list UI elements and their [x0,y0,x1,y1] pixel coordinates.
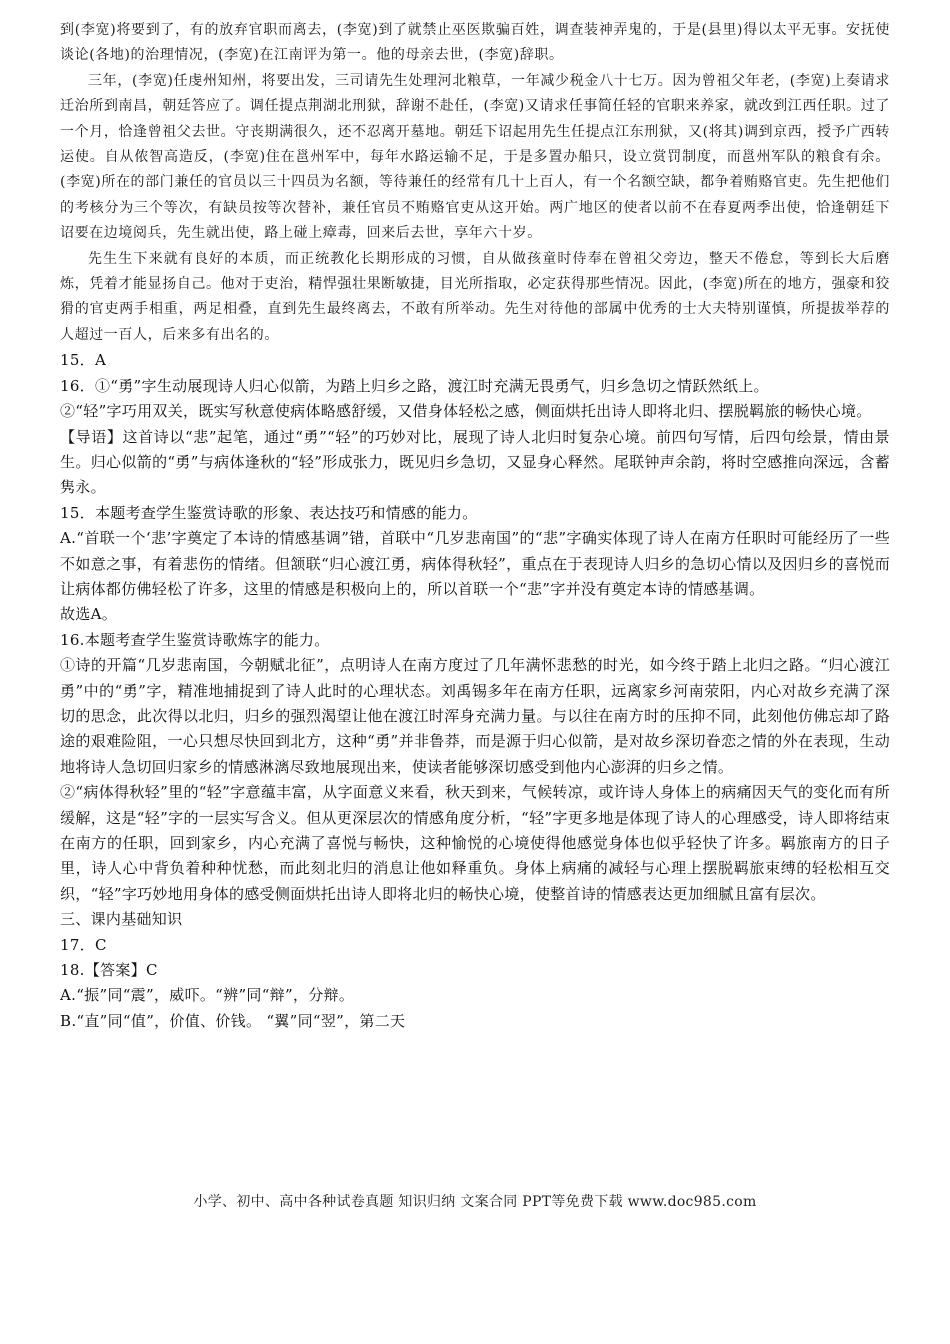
translation-paragraph: 三年，(李宽)任虔州知州，将要出发，三司请先生处理河北粮草，一年减少税金八十七万。因为曾祖父年老，(李宽)上奏请求迁治所到南昌，朝廷答应了。调任提点荆湖北刑狱，辞谢不赴任，(李宽)又请求任事简任轻的官职来养家，就改到江西任职。过了一个月，恰逢曾祖父去世。守丧期满很久，还不忍离开墓地。朝廷下诏起用先生任提点江东刑狱，又(将其)调到京西，授予广西转运使。自从侬智高造反，(李宽)住在邕州军中，每年水路运输不足，于是多置办船只，设立赏罚制度，而邕州军队的粮食有余。(李宽)所在的部门兼任的官员以三十四员为名额，等待兼任的经常有几十上百人，有一个名额空缺，都争着贿赂官吏。先生把他们的考核分为三个等次，有缺员按等次替补，兼任官员不贿赂官吏从这开始。两广地区的使者以前不在春夏两季出使，恰逢朝廷下诏要在边境阅兵，先生就出使，路上碰上瘴毒，回来后去世，享年六十岁。 [60,72,890,242]
section-heading: 三、课内基础知识 [60,910,183,929]
analysis-paragraph: ②“病体得秋轻”里的“轻”字意蕴丰富，从字面意义来看，秋天到来，气候转凉，或许诗人身体上的病痛因天气的变化而有所缓解，这是“轻”字的一层实写含义。但从更深层次的情感角度分析，“轻”字更多地是体现了诗人的心理感受，诗人即将结束在南方的任职，回到家乡，内心充满了喜悦与畅快，这种愉悦的心境使得他感觉身体也似乎轻快了许多。羁旅南方的日子里，诗人心中背负着种种忧愁，而此刻北归的消息让他如释重负。身体上病痛的减轻与心理上摆脱羁旅束缚的轻松相互交织，“轻”字巧妙地用身体的感受侧面烘托出诗人即将北归的畅快心境，使整首诗的情感表达更加细腻且富有层次。 [60,783,890,903]
explanation-line: A.“振”同“震”，威吓。“辨”同“辩”，分辩。 [60,986,355,1005]
document-page [60,18,890,1034]
explanation-line: B.“直”同“值”，价值、价钱。 “翼”同“翌”，第二天 [60,1011,406,1030]
analysis-heading: 15．本题考查学生鉴赏诗歌的形象、表达技巧和情感的能力。 [60,503,478,522]
answer-block [60,348,890,1034]
translation-paragraph: 到(李宽)将要到了，有的放弃官职而离去，(李宽)到了就禁止巫医欺骗百姓，调查装神弄鬼的，于是(县里)得以太平无事。安抚使谈论(各地)的治理情况，(李宽)在江南评为第一。他的母亲去世，(李宽)辞职。 [60,22,890,64]
answer-line: 故选A。 [60,605,118,624]
answer-line: 18.【答案】C [60,961,158,980]
guide-paragraph: 【导语】这首诗以“悲”起笔，通过“勇”“轻”的巧妙对比，展现了诗人北归时复杂心境。前四句写情，后四句绘景，情由景生。归心似箭的“勇”与病体逢秋的“轻”形成张力，既见归乡急切，又显身心释然。尾联钟声余韵，将时空感推向深远，含蓄隽永。 [60,427,890,497]
translation-paragraph: 先生生下来就有良好的本质，而正统教化长期形成的习惯，自从做孩童时侍奉在曾祖父旁边，整天不倦怠，等到长大后磨炼，凭着才能显扬自己。他对于吏治，精悍强壮果断敏捷，目光所指取，必定获得那些情况。因此，(李宽)所在的地方，强豪和狡猾的官吏两手相重，两足相叠，直到先生最终离去，不敢有所举动。先生对待他的部属中优秀的士大夫特别谨慎，所提拔举荐的人超过一百人，后来多有出名的。 [60,250,890,343]
translation-block [60,18,890,348]
answer-line: 17．C [60,935,107,954]
answer-line: 16．①“勇”字生动展现诗人归心似箭，为踏上归乡之路，渡江时充满无畏勇气，归乡急切之情跃然纸上。 [60,376,769,395]
analysis-heading: 16.本题考查学生鉴赏诗歌炼字的能力。 [60,630,330,649]
page-footer: 小学、初中、高中各种试卷真题 知识归纳 文案合同 PPT等免费下载 www.doc985.com [193,1194,757,1210]
analysis-paragraph: A.“首联一个‘悲’字奠定了本诗的情感基调”错，首联中“几岁悲南国”的“悲”字确实体现了诗人在南方任职时可能经历了一些不如意之事，有着悲伤的情绪。但颔联“归心渡江勇，病体得秋轻”，重点在于表现诗人归乡的急切心情以及因归乡的喜悦而让病体都仿佛轻松了许多，这里的情感是积极向上的，所以首联一个“悲”字并没有奠定本诗的情感基调。 [60,529,890,598]
analysis-paragraph: ①诗的开篇“几岁悲南国，今朝赋北征”，点明诗人在南方度过了几年满怀悲愁的时光，如今终于踏上北归之路。“归心渡江勇”中的“勇”字，精准地捕捉到了诗人此时的心理状态。刘禹锡多年在南方任职，远离家乡河南荥阳，内心对故乡充满了深切的思念，此次得以北归，归乡的强烈渴望让他在渡江时浑身充满力量。与以往在南方时的压抑不同，此刻他仿佛忘却了路途的艰难险阻，一心只想尽快回到北方，这种“勇”并非鲁莽，而是源于归心似箭，是对故乡深切眷恋之情的外在表现，生动地将诗人急切回归家乡的情感淋漓尽致地展现出来，使读者能够深切感受到他内心澎湃的归乡之情。 [60,656,890,776]
answer-line: 15．A [60,351,107,370]
answer-line: ②“轻”字巧用双关，既实写秋意使病体略感舒缓，又借身体轻松之感，侧面烘托出诗人即将北归、摆脱羁旅的畅快心境。 [60,402,872,421]
